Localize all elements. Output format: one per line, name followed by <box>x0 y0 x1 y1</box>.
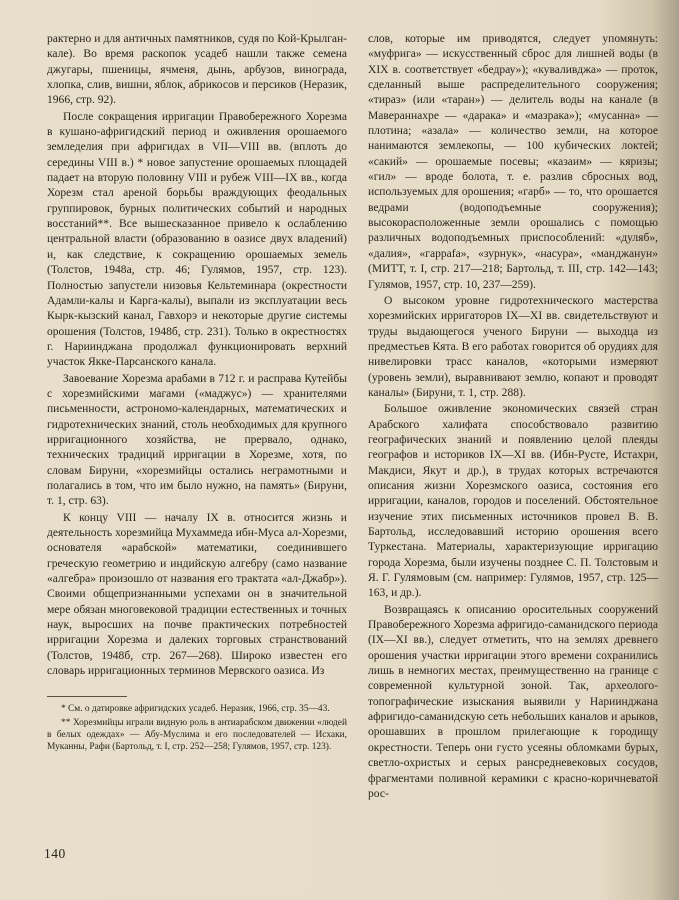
paragraph: слов, которые им приводятся, следует упомянуть: «муфрига» — искусственный сброс для лишней воды (в XIX в. соответствует «бедрау»); «куваливджа» — проток, сделанный выше распределительного сооружения; «тираз» (или «таран») — делитель воды на канале (в Мавераннахре — «дарака» и «мазрака»); «мусанна» — плотина; «азала» — количество земли, на которое нанимаются землекопы, — 100 кубических локтей; «сакий» — орошаемые посевы; «казаим» — кяризы; «гил» — вроде болота, т. е. разлив сбросных вод, используемых для орошения; «гарб» — то, что орошается ведрами (водоподъемные сооружения); высокорасположенные земли орошались с помощью различных водоподъемных приспособлений: «дуляб», «далия», «гарраfa», «зурнук», «насура», «манджанун» (МИТТ, т. I, стр. 217—218; Бартольд, т. III, стр. 142—143; Гулямов, 1957, стр. 10, 237—259). <box>368 33 658 291</box>
footnote-divider <box>47 696 127 697</box>
paragraph: К концу VIII — началу IX в. относится жизнь и деятельность хорезмийца Мухаммеда ибн-Муса ал-Хорезми, основателя «арабской» математики, соединившего греческую геометрию и индийскую алгебру (само название «алгебра» произошло от названия его трактата «ал-Джабр»). Своими общепризнанными успехами он в значительной мере обязан многовековой традиции естественных и точных наук, выросших на почве практических потребностей ирригации Хорезма и далеких торговых странствований (Толстов, 1948б, стр. 267—268). Широко известен его словарь ирригационных терминов Мервского оазиса. Из <box>47 511 347 678</box>
page-number: 140 <box>44 846 66 861</box>
paragraph: рактерно и для античных памятников, судя по Кой-Крылган-кале). Во время раскопок усадеб нашли также семена джугары, пшеницы, ячменя, дынь, арбузов, винограда, хлопка, слив, вишни, яблок, абрикосов и персиков (Неразик, 1966, стр. 92). <box>47 33 347 107</box>
footnote: ** Хорезмийцы играли видную роль в антиарабском движении «людей в белых одеждах» — Абу-Муслима и его последователей — Исхаки, Муканны, Рафи (Бартольд, т. I, стр. 252—258; Гулямов, 1957, стр. 123). <box>47 717 347 753</box>
paragraph: Большое оживление экономических связей стран Арабского халифата способствовало развитию географических знаний и появлению целой плеяды географов и историков IX—XI вв. (Ибн-Русте, Истахри, Макдиси, Якут и др.), в трудах которых встречаются описания жизни Хорезмского оазиса, состояния его ирригации, каналов, городов и поселений. Обстоятельное изучение этих письменных источников провел В. В. Бартольд, исследовавший историю орошения всего Туркестана. Материалы, характеризующие ирригацию города Хорезма, были изучены позднее С. П. Толстовым и Я. Г. Гулямовым (см. например: Гулямов, 1957, стр. 125—163, и др.). <box>368 403 658 600</box>
footnote: * См. о датировке афригидских усадеб. Неразик, 1966, стр. 35—43. <box>61 704 330 715</box>
right-column <box>368 32 658 802</box>
paragraph: О высоком уровне гидротехнического мастерства хорезмийских ирригаторов IX—XI вв. свидетельствуют и труды выдающегося ученого Бируни — выходца из предместьев Кята. В его работах говорится об орудиях для нивелировки трасс каналов, «которыми измеряют (уровень земли), выравнивают землю, копают и проводят каналы» (Бируни, т. 1, стр. 288). <box>368 294 658 399</box>
left-column <box>47 32 347 754</box>
paragraph: Возвращаясь к описанию оросительных сооружений Правобережного Хорезма афригидо-саманидского периода (IX—XI вв.), следует отметить, что на землях древнего орошения участки ирригации этого времени сохранились лишь в немногих местах, преимущественно на границе с современной культурной зоной. Так, археолого-топографические изыскания выявили у Нариинджана афригидо-саманидскую сеть небольших каналов и арыков, орошавших в прошлом прилегающие к городищу окрестности. Теперь они густо усеяны обломками бурых, светло-охристых и серых рансредневековых сосудов, фрагментами поливной керамики с красно-коричневатой рос- <box>368 603 658 800</box>
paragraph: После сокращения ирригации Правобережного Хорезма в кушано-афригидский период и оживления орошаемого земледелия при афригидах в VII—VIII вв. (вплоть до середины VIII в.) * новое запустение орошаемых площадей падает на вторую половину VIII и рубеж VIII—IX вв., когда Хорезм стал ареной борьбы враждующих феодальных группировок, бурных политических событий и народных восстаний**. Все вышесказанное привело к ослаблению центральной власти (образованию в оазисе двух владений) и, как следствие, к сокращению орошаемых земель (Толстов, 1948а, стр. 46; Гулямов, 1957, стр. 123). Полностью запустели низовья Кельтеминара (окрестности Адамли-калы и Карга-калы), выпали из эксплуатации весь Кырк-кызский канал, Гавхорэ и некоторые другие системы орошения (Толстов, 1948б, стр. 231). Только в окрестностях г. Нариинджана продолжал функционировать верхний участок Якке-Парсанского канала. <box>47 110 347 369</box>
paragraph: Завоевание Хорезма арабами в 712 г. и расправа Кутейбы с хорезмийскими магами («маджус») — хранителями письменности, астрономо-календарных, математических и гидротехнических знаний, столь необходимых для крупного ирригационного хозяйства, не прервало, однако, технических традиций ирригации в Хорезме, хотя, по словам Бируни, «хорезмийцы остались неграмотными и полагались в том, что им было нужно, на память» (Бируни, т. 1, стр. 63). <box>47 372 347 508</box>
footnotes <box>47 703 347 753</box>
